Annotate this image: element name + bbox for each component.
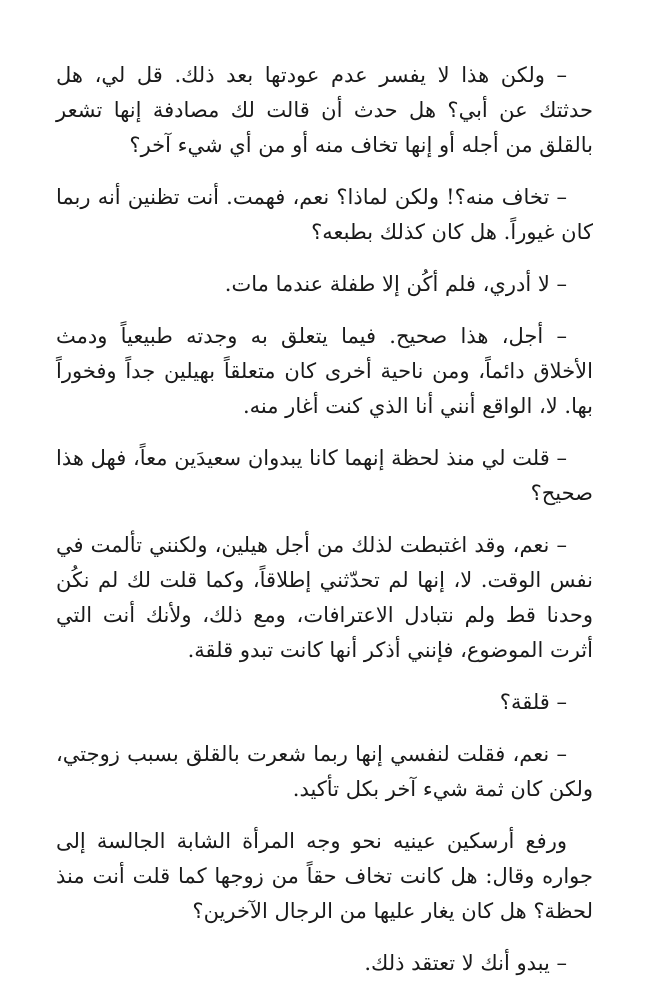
paragraph-8: – نعم، فقلت لنفسي إنها ربما شعرت بالقلق بسبب زوجتي، ولكن كان ثمة شيء آخر بكل تأكيد. xyxy=(56,742,593,801)
paragraph-6: – نعم، وقد اغتبطت لذلك من أجل هيلين، ولكنني تألمت في نفس الوقت. لا، إنها لم تحدّثني إطلاقاً، وكما قلت لك لم نكُن وحدنا قط ولم نتبادل الاعترافات، ومع ذلك، ولأنك أنت التي أثرت الموضوع، فإنني أذكر أنها كانت تبدو قلقة. xyxy=(56,533,593,662)
paragraph-5: – قلت لي منذ لحظة إنهما كانا يبدوان سعيدَين معاً، فهل هذا صحيح؟ xyxy=(56,446,593,505)
paragraph-1: – ولكن هذا لا يفسر عدم عودتها بعد ذلك. قل لي، هل حدثتك عن أبي؟ هل حدث أن قالت لك مصادفة إنها تشعر بالقلق من أجله أو إنها تخاف منه أو من أي شيء آخر؟ xyxy=(56,63,593,157)
paragraph-9: ورفع أرسكين عينيه نحو وجه المرأة الشابة الجالسة إلى جواره وقال: هل كانت تخاف حقاً من زوجها كما قلت أنت منذ لحظة؟ هل كان يغار عليها من الرجال الآخرين؟ xyxy=(56,829,593,923)
paragraph-10: – يبدو أنك لا تعتقد ذلك. xyxy=(364,951,567,975)
paragraph-2: – تخاف منه؟! ولكن لماذا؟ نعم، فهمت. أنت تظنين أنه ربما كان غيوراً. هل كان كذلك بطبعه؟ xyxy=(56,185,593,244)
paragraph-3: – لا أدري، فلم أكُن إلا طفلة عندما مات. xyxy=(224,272,567,296)
paragraph-4: – أجل، هذا صحيح. فيما يتعلق به وجدته طبيعياً ودمث الأخلاق دائماً، ومن ناحية أخرى كان متعلقاً بهيلين جداً وفخوراً بها. لا، الواقع أنني أنا الذي كنت أغار منه. xyxy=(56,324,593,418)
paragraph-7: – قلقة؟ xyxy=(499,690,567,714)
